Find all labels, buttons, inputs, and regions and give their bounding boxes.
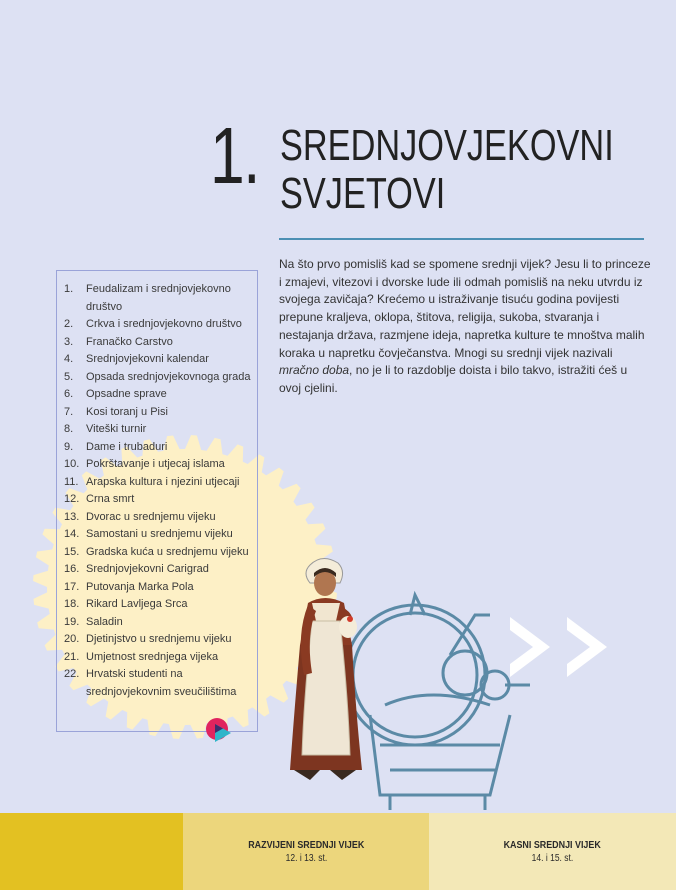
toc-item[interactable] (64, 316, 264, 334)
toc-item-label: Franačko Carstvo (86, 335, 173, 348)
toc-item[interactable] (64, 386, 264, 404)
woman-with-machine-illustration (290, 555, 535, 815)
toc-item[interactable] (64, 509, 264, 527)
chapter-title-line1: SREDNJOVJEKOVNI (280, 121, 614, 170)
intro-text-2: , no je li to razdoblje doista i bilo takvo, istražiti ćeš u ovoj cjelini. (279, 363, 628, 395)
toc-item-number: 18. (64, 598, 80, 610)
toc-item-number: 16. (64, 563, 80, 575)
toc-item-number: 20. (64, 633, 80, 645)
toc-item[interactable] (64, 631, 264, 649)
toc-item[interactable] (64, 281, 264, 316)
toc-item-label: Hrvatski studenti na srednjovjekovnim sveučilištima (86, 668, 237, 698)
toc-item-number: 7. (64, 405, 74, 418)
toc-item-label: Dame i trubaduri (86, 440, 168, 453)
toc-item-label: Crna smrt (86, 493, 135, 505)
toc-item-label: Opsada srednjovjekovnoga grada (86, 370, 251, 383)
timeline-footer (0, 813, 676, 890)
toc-item-label: Arapska kultura i njezini utjecaji (86, 475, 240, 488)
toc-item-number: 6. (64, 388, 74, 400)
chapter-title-line2: SVJETOVI (280, 169, 446, 218)
toc-item-label: Viteški turnir (86, 423, 147, 435)
toc-item-number: 5. (64, 370, 74, 383)
toc-item-label: Samostani u srednjemu vijeku (86, 528, 233, 540)
timeline-segment-high (183, 813, 429, 890)
toc-item-label: Feudalizam i srednjovjekovno društvo (86, 283, 231, 313)
toc-item-label: Gradska kuća u srednjemu vijeku (86, 545, 249, 558)
toc-item-number: 11. (64, 475, 79, 488)
toc-item-number: 13. (64, 510, 80, 523)
toc-item-number: 10. (64, 458, 80, 470)
chapter-number: 1. (210, 111, 259, 200)
toc-item[interactable] (64, 351, 264, 369)
toc-item-number: 4. (64, 353, 74, 365)
toc-item[interactable] (64, 666, 264, 701)
toc-item[interactable] (64, 456, 264, 474)
toc-item-label: Djetinjstvo u srednjemu vijeku (86, 633, 232, 645)
timeline-segment-early (0, 813, 183, 890)
toc-item-label: Rikard Lavljega Srca (86, 598, 188, 610)
intro-text-1: Na što prvo pomisliš kad se spomene srednji vijek? Jesu li to princeze i zmajevi, vitezovi i dvorske lude ili odmah pomisliš na neku utvrdu iz svojega zavičaja? Krećemo u istraživanje tisuću godina povijesti prepune kraljeva, oklopa, štitova, religija, sukoba, stvaranja i nestajanja država, razmjene ideja, napretka kulture te mnoštva malih koraka u napretku čovječanstva. Mnogi su srednji vijek nazivali (279, 257, 651, 360)
timeline-segment-subtitle: 14. i 15. st. (531, 853, 574, 864)
toc-item-number: 15. (64, 545, 80, 558)
toc-item-label: Srednjovjekovni kalendar (86, 353, 209, 365)
table-of-contents (64, 281, 264, 701)
toc-item-number: 8. (64, 423, 74, 435)
toc-item-label: Saladin (86, 615, 123, 628)
title-rule (279, 238, 644, 240)
toc-item-label: Pokrštavanje i utjecaj islama (86, 458, 225, 470)
toc-item[interactable] (64, 334, 264, 352)
toc-item-label: Kosi toranj u Pisi (86, 405, 168, 418)
toc-item-label: Putovanja Marka Pola (86, 580, 194, 593)
toc-item[interactable] (64, 491, 264, 509)
toc-item[interactable] (64, 561, 264, 579)
toc-item-label: Crkva i srednjovjekovno društvo (86, 318, 242, 330)
toc-item-number: 21. (64, 650, 80, 663)
toc-item-label: Dvorac u srednjemu vijeku (86, 510, 216, 523)
toc-item[interactable] (64, 649, 264, 667)
toc-item-number: 14. (64, 528, 80, 540)
toc-item-number: 12. (64, 493, 80, 505)
intro-emphasis: mračno doba (279, 363, 350, 378)
toc-item-label: Umjetnost srednjega vijeka (86, 650, 219, 663)
toc-item-number: 9. (64, 440, 74, 453)
toc-item[interactable] (64, 614, 264, 632)
toc-item-number: 17. (64, 580, 80, 593)
toc-item-number: 2. (64, 318, 74, 330)
toc-item-label: Srednjovjekovni Carigrad (86, 563, 209, 575)
chapter-title (280, 122, 614, 218)
toc-item[interactable] (64, 474, 264, 492)
timeline-segment-subtitle: 12. i 13. st. (285, 853, 327, 864)
toc-item[interactable] (64, 596, 264, 614)
timeline-segment-late (429, 813, 676, 890)
toc-item[interactable] (64, 544, 264, 562)
timeline-segment-title: RAZVIJENI SREDNJI VIJEK (247, 839, 365, 851)
toc-item[interactable] (64, 526, 264, 544)
toc-item[interactable] (64, 579, 264, 597)
toc-item-number: 22. (64, 668, 80, 680)
timeline-segment-title: KASNI SREDNJI VIJEK (503, 839, 602, 851)
toc-item-number: 19. (64, 615, 80, 628)
intro-paragraph (279, 256, 651, 398)
toc-item[interactable] (64, 369, 264, 387)
toc-item-number: 3. (64, 335, 74, 348)
toc-item-number: 1. (64, 283, 74, 295)
toc-item[interactable] (64, 421, 264, 439)
play-icon[interactable] (205, 716, 235, 746)
toc-item-label: Opsadne sprave (86, 388, 167, 400)
toc-item[interactable] (64, 439, 264, 457)
toc-item[interactable] (64, 404, 264, 422)
